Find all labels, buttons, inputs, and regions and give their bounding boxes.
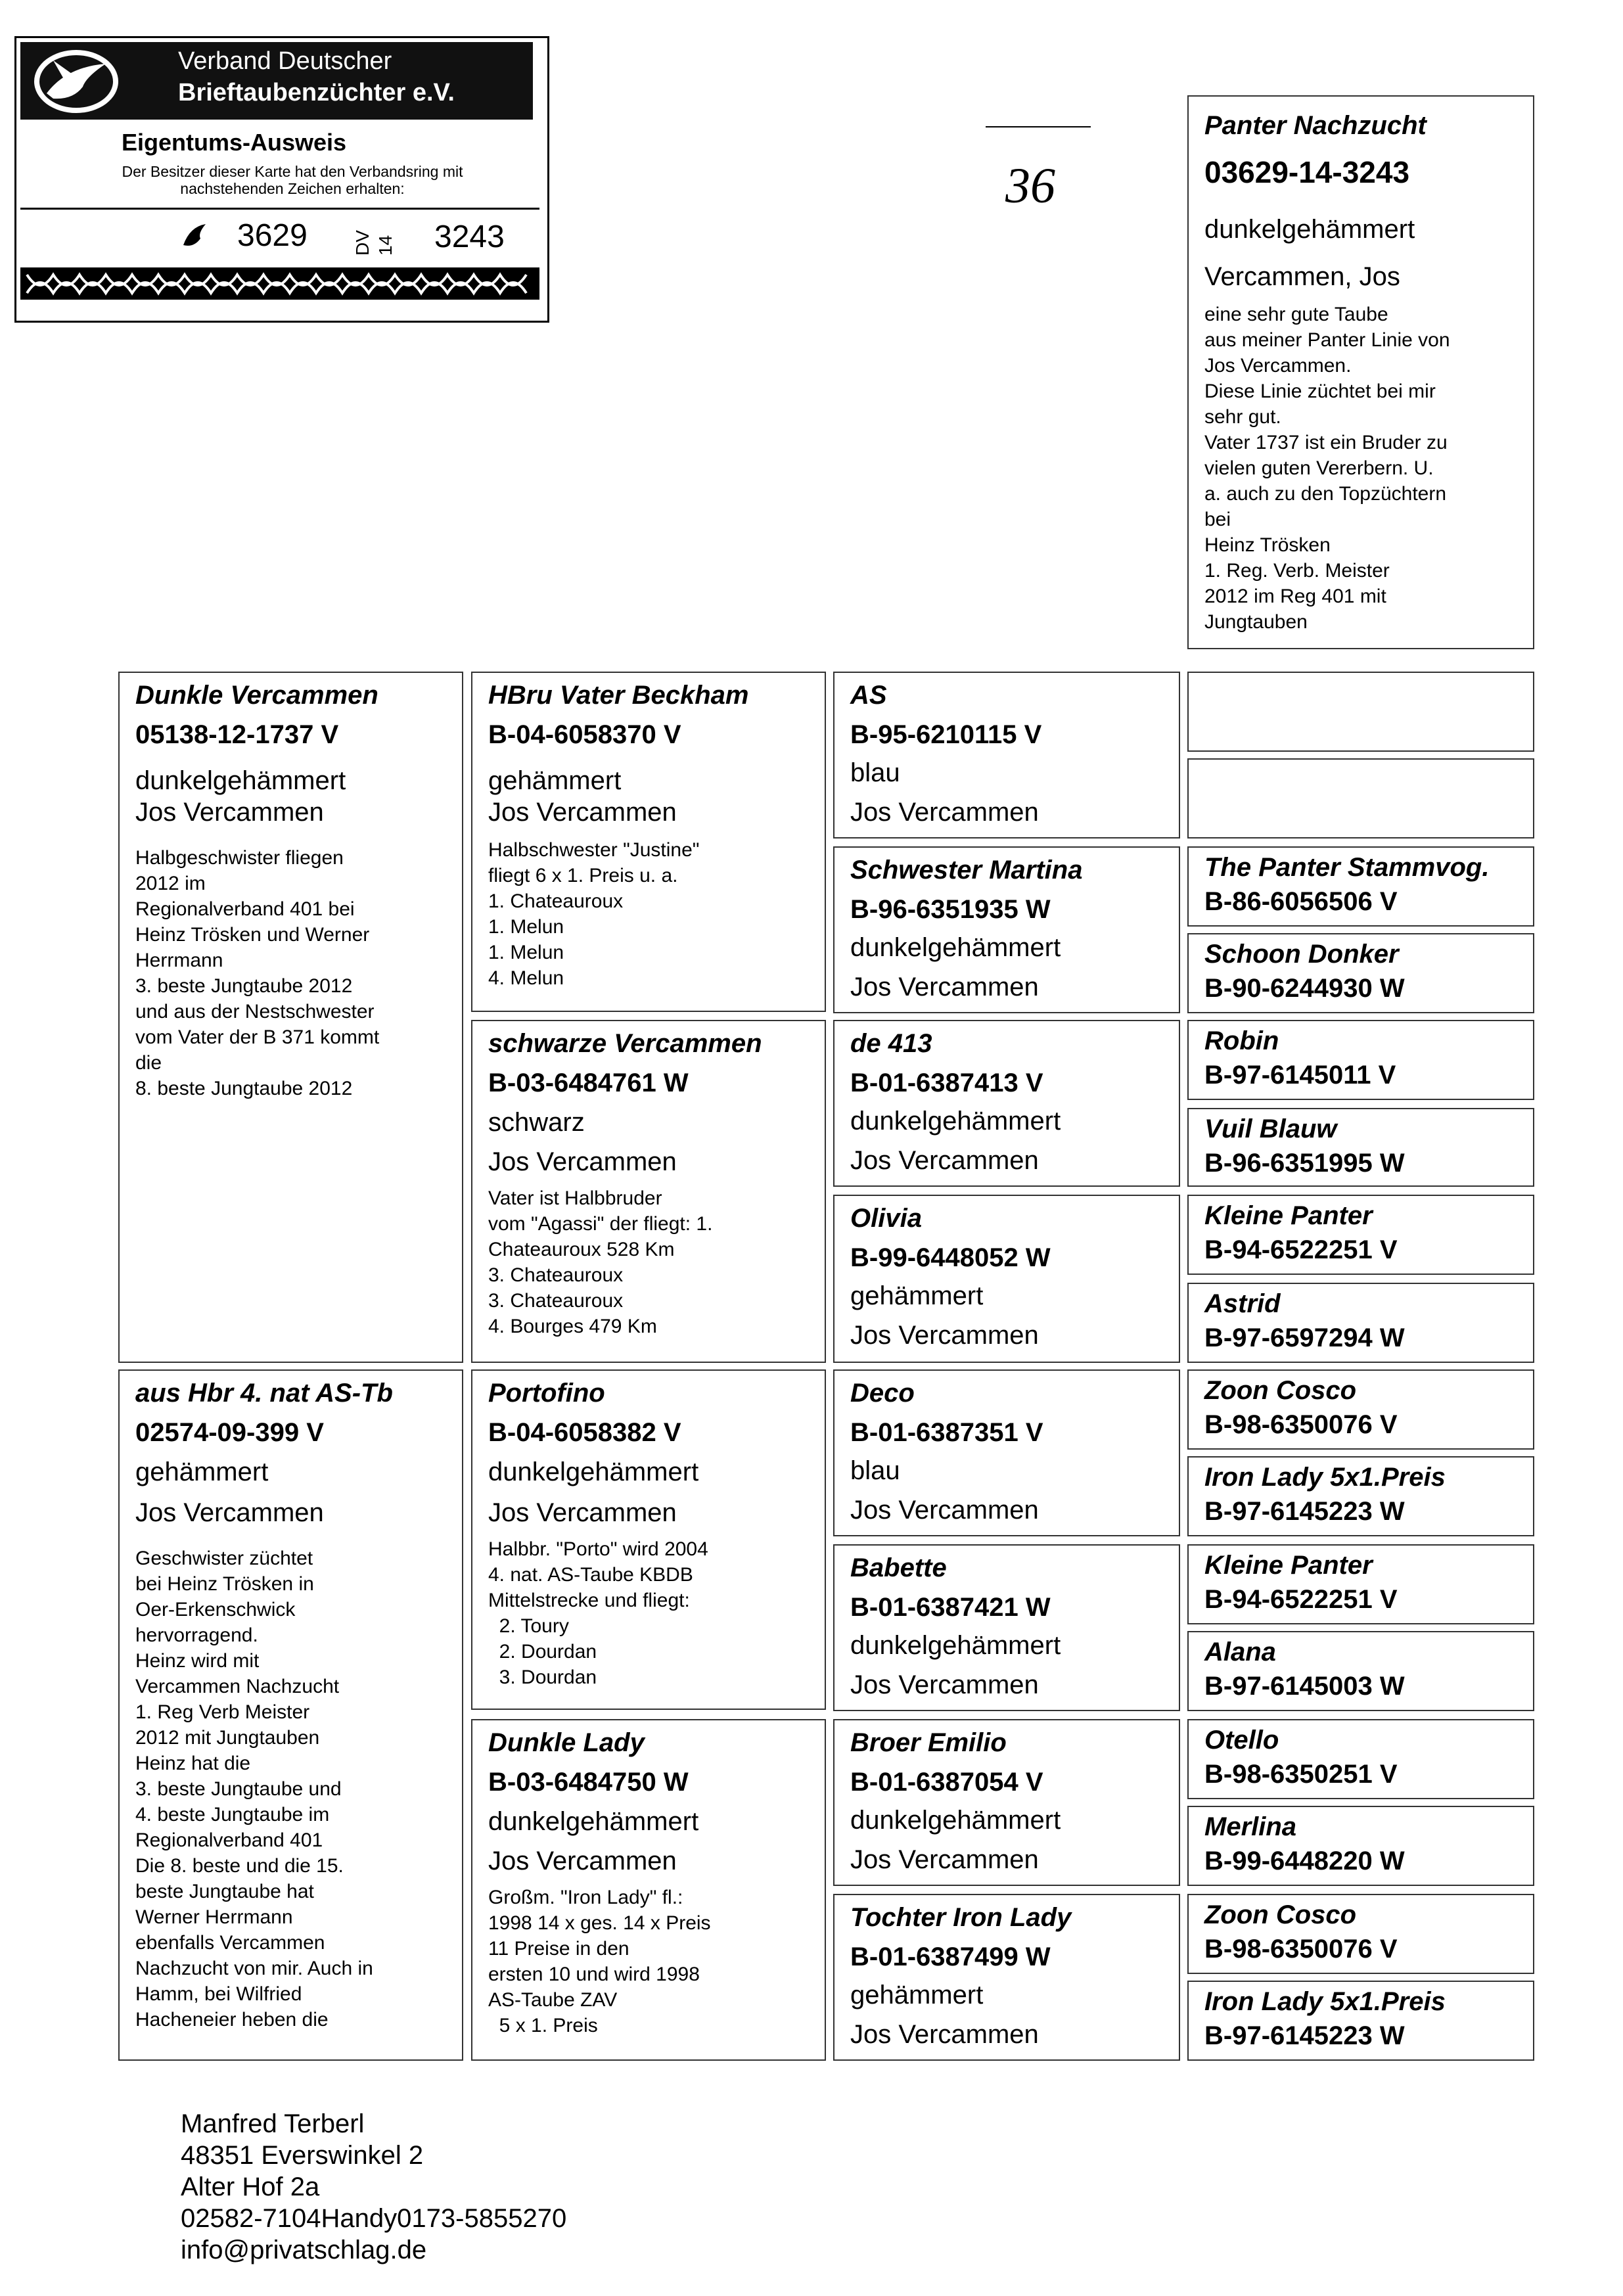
great-grandparent-box [833,846,1180,1013]
pigeon-name: Merlina [1204,1812,1297,1841]
pigeon-name: schwarze Vercammen [488,1029,762,1058]
pigeon-color: dunkelgehämmert [488,1807,699,1836]
great-grandparent-box [833,1020,1180,1187]
pigeon-breeder: Jos Vercammen [488,1847,677,1875]
pigeon-name: Babette [850,1553,947,1582]
pigeon-ring: B-98-6350076 V [1204,1935,1398,1963]
great-grandparent-box [833,672,1180,838]
card-header [20,42,533,120]
pigeon-breeder: Jos Vercammen [488,1498,677,1527]
main-color: dunkelgehämmert [1204,215,1415,244]
pigeon-breeder: Jos Vercammen [850,1146,1039,1175]
pigeon-ring: B-01-6387054 V [850,1768,1043,1797]
pigeon-notes: Geschwister züchtet bei Heinz Trösken in Oer-Erkenschwick hervorragend. Heinz wird mit Vercammen Nachzucht 1. Reg Verb Meister 2012 mit Jungtauben Heinz hat die 3. beste Jungtaube und 4. beste Jungtaube im Regionalverband 401 Die 8. beste und die 15. beste Jungtaube hat Werner Herrmann ebenfalls Vercammen Nachzucht von mir. Auch in Hamm, bei Wilfried Hacheneier heben die [135,1548,373,2031]
pigeon-color: dunkelgehämmert [850,1107,1061,1136]
pigeon-name: Portofino [488,1379,605,1408]
pigeon-ring: B-96-6351935 W [850,895,1051,924]
great-grandparent-box [833,1369,1180,1536]
pigeon-name: The Panter Stammvog. [1204,853,1490,882]
pigeon-breeder: Jos Vercammen [488,1147,677,1176]
pigeon-name: Astrid [1204,1289,1281,1318]
card-title: Eigentums-Ausweis [122,129,347,156]
main-ring: 03629-14-3243 [1204,155,1410,189]
pigeon-name: Zoon Cosco [1204,1900,1357,1929]
parent-box-mother [118,1369,463,2061]
pigeon-notes: Vater ist Halbbruder vom "Agassi" der fliegt: 1. Chateauroux 528 Km 3. Chateauroux 3. Chateauroux 4. Bourges 479 Km [488,1187,713,1337]
parent-box-father [118,672,463,1363]
pigeon-color: dunkelgehämmert [488,1458,699,1486]
page-number: 36 [1005,158,1055,214]
pigeon-ring: B-98-6350076 V [1204,1410,1398,1439]
pigeon-ring: B-97-6145223 W [1204,2021,1405,2050]
main-name: Panter Nachzucht [1204,111,1427,140]
pigeon-ring: B-01-6387413 V [850,1068,1043,1097]
pigeon-notes: Großm. "Iron Lady" fl.: 1998 14 x ges. 14 x Preis 11 Preise in den ersten 10 und wird 1998 AS-Taube ZAV 5 x 1. Preis [488,1887,711,2036]
pigeon-ring: B-99-6448052 W [850,1243,1051,1272]
breeder-street: Alter Hof 2a [181,2172,320,2201]
ggg-box [1187,1544,1534,1624]
card-pattern-band [20,268,539,300]
pigeon-name: Schwester Martina [850,856,1083,884]
pigeon-ring: B-97-6145223 W [1204,1497,1405,1526]
pigeon-ring: B-01-6387421 W [850,1593,1051,1622]
ggg-box [1187,758,1534,838]
pigeon-name: HBru Vater Beckham [488,681,749,710]
ggg-box [1187,933,1534,1013]
ring-number: 3629 [237,218,308,253]
breeder-city: 48351 Everswinkel 2 [181,2141,424,2170]
pigeon-color: blau [850,758,900,787]
card-ring-row [20,208,539,269]
pigeon-breeder: Jos Vercammen [850,973,1039,1001]
pigeon-color: dunkelgehämmert [135,766,346,795]
pigeon-name: Iron Lady 5x1.Preis [1204,1463,1446,1492]
pigeon-notes: Halbbr. "Porto" wird 2004 4. nat. AS-Taube KBDB Mittelstrecke und fliegt: 2. Toury 2. Dourdan 3. Dourdan [488,1538,708,1688]
ggg-box [1187,1456,1534,1536]
breeder-phone: 02582-7104Handy0173-5855270 [181,2204,567,2233]
pigeon-ring: B-90-6244930 W [1204,974,1405,1003]
pigeon-color: gehämmert [135,1458,269,1486]
pigeon-breeder: Jos Vercammen [850,798,1039,827]
pigeon-name: AS [850,681,887,710]
pigeon-ring: B-03-6484750 W [488,1768,689,1797]
breeder-address [181,2108,566,2266]
ggg-box [1187,1719,1534,1799]
pigeon-name: Dunkle Lady [488,1728,645,1757]
card-description: Der Besitzer dieser Karte hat den Verbandsring mit nachstehenden Zeichen erhalten: [122,163,463,197]
great-grandparent-box [833,1719,1180,1886]
pigeon-color: blau [850,1456,900,1485]
pigeon-name: Vuil Blauw [1204,1114,1337,1143]
grandparent-box [471,1369,826,1710]
pigeon-name: Dunkle Vercammen [135,681,378,710]
grandparent-box [471,1719,826,2061]
pigeon-name: Iron Lady 5x1.Preis [1204,1987,1446,2016]
pigeon-name: Tochter Iron Lady [850,1903,1072,1932]
pigeon-color: gehämmert [488,766,622,795]
pigeon-name: Alana [1204,1638,1276,1666]
ring-code: DV [352,230,373,256]
grandparent-box [471,672,826,1012]
pigeon-name: Deco [850,1379,915,1408]
pigeon-notes: Halbschwester "Justine" fliegt 6 x 1. Preis u. a. 1. Chateauroux 1. Melun 1. Melun 4. Melun [488,839,700,989]
pigeon-ring: B-98-6350251 V [1204,1760,1398,1789]
ggg-box [1187,1108,1534,1187]
pigeon-ring: B-96-6351995 W [1204,1149,1405,1178]
pigeon-breeder: Jos Vercammen [135,798,324,827]
ggg-box [1187,1631,1534,1711]
ggg-box [1187,672,1534,752]
pigeon-ring: 02574-09-399 V [135,1418,324,1447]
pigeon-ring: B-86-6056506 V [1204,887,1398,916]
ring-year: 14 [375,235,396,256]
pigeon-name: Olivia [850,1204,922,1233]
pigeon-breeder: Jos Vercammen [850,1496,1039,1525]
pigeon-name: Robin [1204,1026,1279,1055]
pigeon-icon [178,219,211,252]
pigeon-ring: B-97-6597294 W [1204,1323,1405,1352]
ggg-box [1187,846,1534,927]
pigeon-breeder: Jos Vercammen [850,2020,1039,2049]
ownership-card [14,36,549,323]
grandparent-box [471,1020,826,1363]
pigeon-color: gehämmert [850,1981,984,2009]
ggg-box [1187,1020,1534,1100]
pigeon-breeder: Jos Vercammen [850,1670,1039,1699]
pigeon-color: dunkelgehämmert [850,1631,1061,1660]
pigeon-ring: B-94-6522251 V [1204,1235,1398,1264]
ggg-box [1187,1369,1534,1450]
pigeon-name: Broer Emilio [850,1728,1007,1757]
ggg-box [1187,1195,1534,1275]
pigeon-ring: B-03-6484761 W [488,1068,689,1097]
pigeon-ring: B-04-6058382 V [488,1418,681,1447]
card-line2: Brieftaubenzüchter e.V. [178,79,455,106]
pigeon-breeder: Jos Vercammen [850,1321,1039,1350]
pigeon-ring: B-04-6058370 V [488,720,681,749]
pigeon-name: de 413 [850,1029,932,1058]
pigeon-color: schwarz [488,1108,585,1137]
ggg-box [1187,1806,1534,1886]
pigeon-breeder: Jos Vercammen [135,1498,324,1527]
pigeon-ring: B-97-6145011 V [1204,1061,1396,1090]
main-pigeon-box [1187,95,1534,649]
ggg-box [1187,1981,1534,2061]
pigeon-color: gehämmert [850,1281,984,1310]
pigeon-breeder: Jos Vercammen [488,798,677,827]
pigeon-logo-icon [27,47,126,116]
pigeon-breeder: Jos Vercammen [850,1845,1039,1874]
pigeon-ring: B-01-6387351 V [850,1418,1043,1447]
pigeon-ring: 05138-12-1737 V [135,720,339,749]
pigeon-name: Otello [1204,1726,1279,1755]
page-number-rule [986,126,1091,127]
pigeon-ring: B-01-6387499 W [850,1942,1051,1971]
main-breeder: Vercammen, Jos [1204,262,1400,291]
pigeon-name: Zoon Cosco [1204,1376,1357,1405]
great-grandparent-box [833,1195,1180,1363]
great-grandparent-box [833,1894,1180,2061]
ring-serial: 3243 [434,219,505,254]
great-grandparent-box [833,1544,1180,1711]
ggg-box [1187,1283,1534,1363]
pigeon-ring: B-95-6210115 V [850,720,1042,749]
pigeon-ring: B-94-6522251 V [1204,1585,1398,1614]
breeder-email[interactable]: info@privatschlag.de [181,2236,427,2264]
pigeon-name: Kleine Panter [1204,1551,1373,1580]
pigeon-color: dunkelgehämmert [850,1806,1061,1835]
pigeon-notes: Halbgeschwister fliegen 2012 im Regionalverband 401 bei Heinz Trösken und Werner Herrmann 3. beste Jungtaube 2012 und aus der Nestschwester vom Vater der B 371 kommt die 8. beste Jungtaube 2012 [135,847,380,1099]
pigeon-name: Kleine Panter [1204,1201,1373,1230]
main-notes: eine sehr gute Taube aus meiner Panter Linie von Jos Vercammen. Diese Linie züchtet bei mir sehr gut. Vater 1737 ist ein Bruder zu vielen guten Vererbern. U. a. auch zu den Topzüchtern bei Heinz Trösken 1. Reg. Verb. Meister 2012 im Reg 401 mit Jungtauben [1204,304,1450,633]
card-line1: Verband Deutscher [178,47,392,75]
breeder-name: Manfred Terberl [181,2109,365,2138]
ggg-box [1187,1894,1534,1974]
pigeon-color: dunkelgehämmert [850,933,1061,962]
pigeon-ring: B-97-6145003 W [1204,1672,1405,1701]
pigeon-ring: B-99-6448220 W [1204,1847,1405,1875]
pigeon-name: Schoon Donker [1204,940,1399,969]
pigeon-name: aus Hbr 4. nat AS-Tb [135,1379,393,1408]
